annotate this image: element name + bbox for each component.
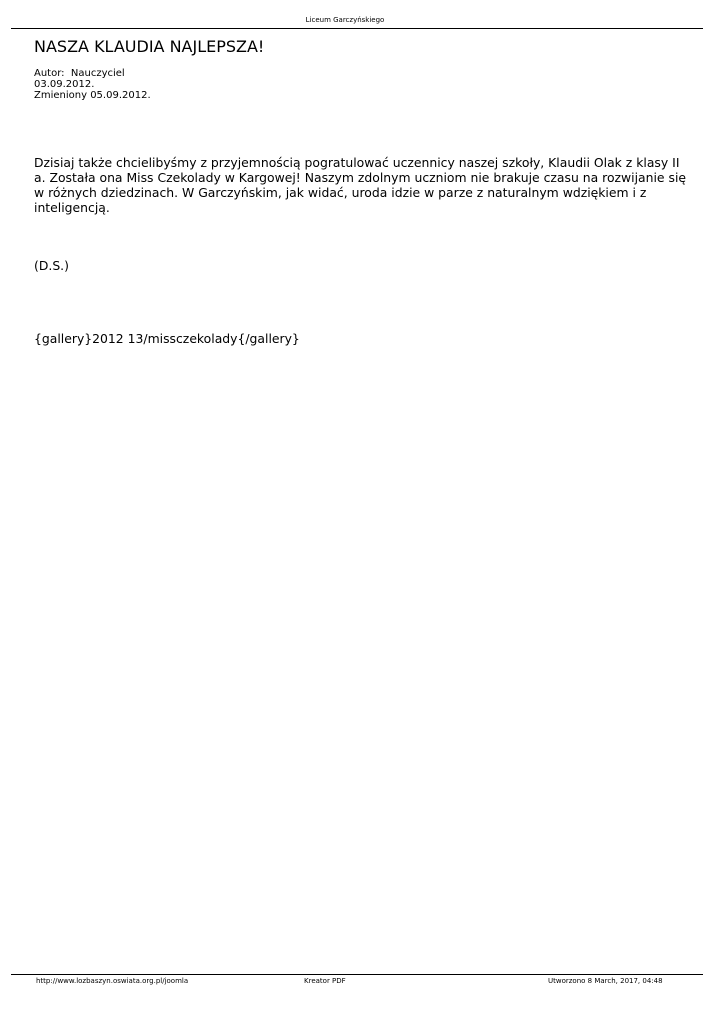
publish-date: 03.09.2012. xyxy=(34,79,95,90)
footer-created-date: Utworzono 8 March, 2017, 04:48 xyxy=(548,977,663,985)
header-divider xyxy=(11,28,703,29)
gallery-tag: {gallery}2012 13/missczekolady{/gallery} xyxy=(34,331,300,346)
footer-url: http://www.lozbaszyn.oswiata.org.pl/joomla xyxy=(36,977,189,985)
modified-date: Zmieniony 05.09.2012. xyxy=(34,90,151,101)
footer-generator: Kreator PDF xyxy=(304,977,346,985)
author-line: Autor: Nauczyciel xyxy=(34,68,125,79)
article-body: Dzisiaj także chcielibyśmy z przyjemnością pogratulować uczennicy naszej szkoły, Klaudii Olak z klasy II a. Została ona Miss Czekolady w Kargowej! Naszym zdolnym uczniom nie brakuje czasu na rozwijanie się w różnych dziedzinach. W Garczyńskim, jak widać, uroda idzie w parze z naturalnym wdziękiem i z inteligencją. xyxy=(34,155,687,215)
page-footer xyxy=(0,976,725,986)
footer-divider xyxy=(11,974,703,975)
article-title: NASZA KLAUDIA NAJLEPSZA! xyxy=(34,37,265,56)
article-meta xyxy=(34,68,151,101)
article-signature: (D.S.) xyxy=(34,258,69,273)
site-header: Liceum Garczyńskiego xyxy=(305,16,385,24)
